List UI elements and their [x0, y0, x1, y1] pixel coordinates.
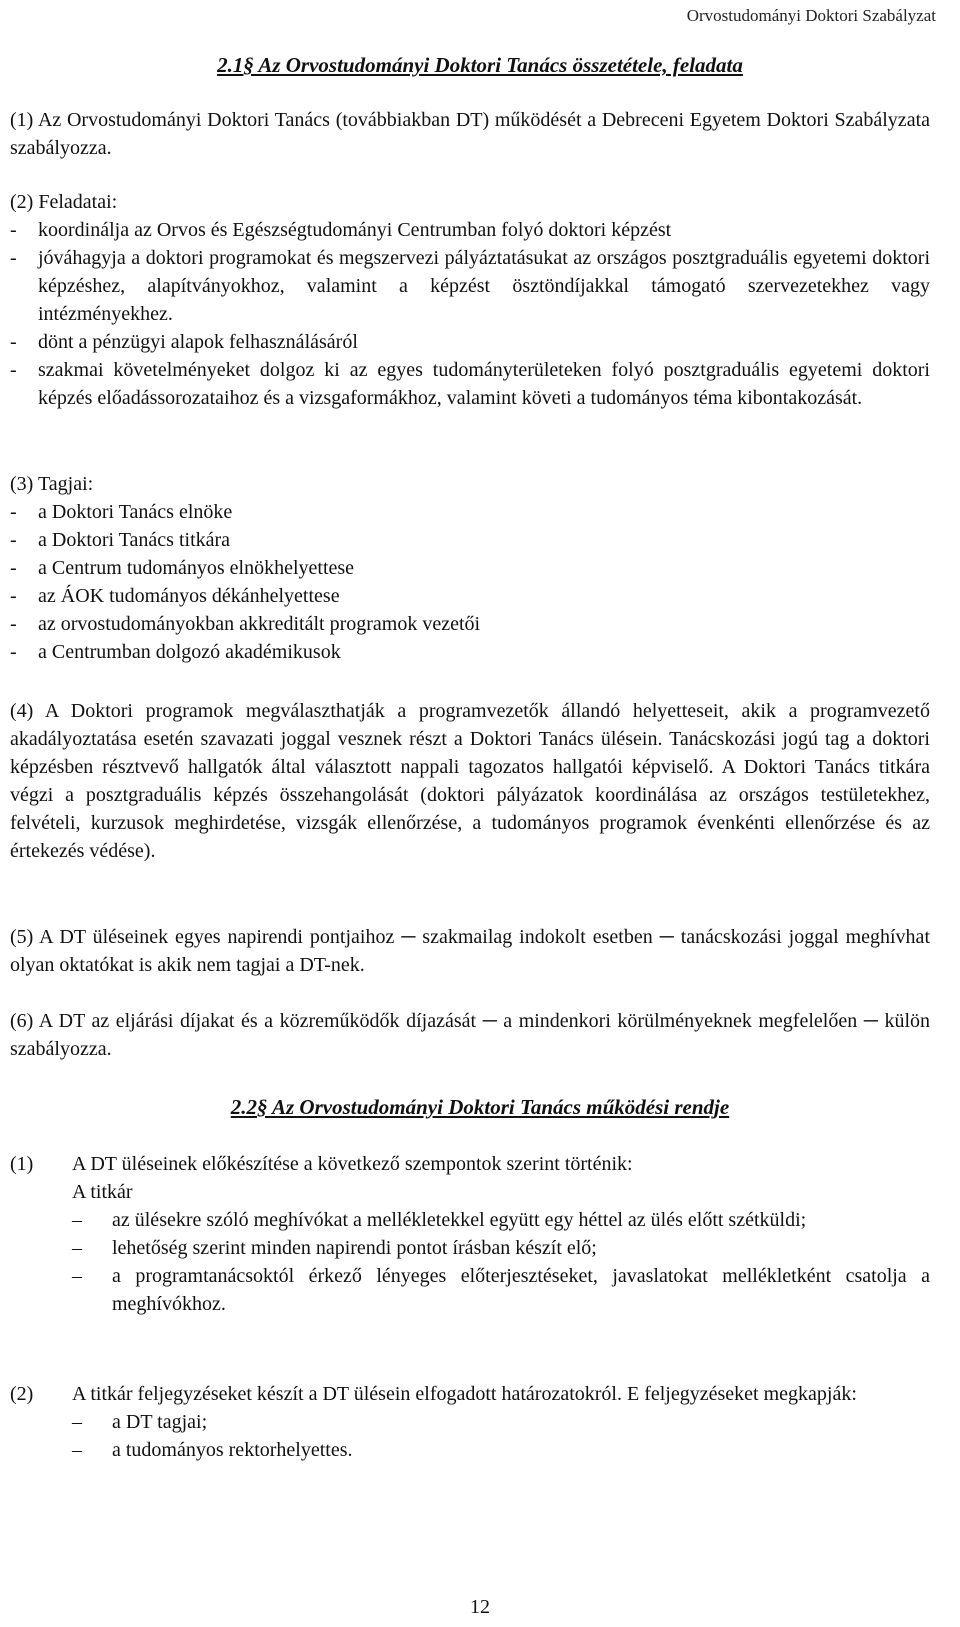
dash-bullet: -: [10, 641, 17, 663]
dash-bullet: -: [10, 613, 17, 635]
rule-1-line-2: A titkár: [72, 1181, 133, 1203]
dash-bullet: -: [10, 331, 17, 353]
list-item: – a tudományos rektorhelyettes.: [72, 1436, 930, 1464]
dash-bullet: -: [10, 247, 17, 269]
paragraph-5: (5) A DT üléseinek egyes napirendi pontjaihoz ─ szakmailag indokolt esetben ─ tanácskozási joggal meghívhat olyan oktatókat is akik nem tagjai a DT-nek.: [10, 926, 930, 976]
dash-bullet: -: [10, 529, 17, 551]
list-item: – az ülésekre szóló meghívókat a mellékletekkel együtt egy héttel az ülés előtt szétküldi;: [72, 1206, 930, 1234]
list-item: - az orvostudományokban akkreditált programok vezetői: [10, 610, 930, 638]
list-item: – a DT tagjai;: [72, 1408, 930, 1436]
list-item: - jóváhagyja a doktori programokat és megszervezi pályáztatásukat az országos posztgraduális egyetemi doktori képzéshez, alapítványokhoz, valamint a képzést ösztöndíjakkal támogató szervezetekhez vagy intézményekhez.: [10, 244, 930, 328]
page-header: Orvostudományi Doktori Szabályzat: [686, 6, 936, 25]
section-heading-2-1: 2.1§ Az Orvostudományi Doktori Tanács összetétele, feladata: [217, 53, 743, 77]
dash-bullet: –: [72, 1237, 82, 1259]
rule-number: (2): [10, 1383, 34, 1405]
list-item: – a programtanácsoktól érkező lényeges előterjesztéseket, javaslatokat mellékletként csatolja a meghívókhoz.: [72, 1262, 930, 1318]
paragraph-3-intro: (3) Tagjai:: [10, 473, 94, 495]
list-item: - koordinálja az Orvos és Egészségtudományi Centrumban folyó doktori képzést: [10, 216, 930, 244]
list-item: - szakmai követelményeket dolgoz ki az egyes tudományterületeken folyó posztgraduális egyetemi doktori képzés előadássorozataihoz és a vizsgaformákhoz, valamint követi a tudományos téma kibontakozását.: [10, 356, 930, 412]
section-heading-2-2: 2.2§ Az Orvostudományi Doktori Tanács működési rendje: [230, 1095, 730, 1119]
rule-1: [10, 1150, 930, 1318]
dash-bullet: -: [10, 219, 17, 241]
dash-bullet: –: [72, 1439, 82, 1461]
dash-bullet: -: [10, 359, 17, 381]
paragraph-2: [10, 188, 930, 412]
list-item: – lehetőség szerint minden napirendi pontot írásban készít elő;: [72, 1234, 930, 1262]
paragraph-2-intro: (2) Feladatai:: [10, 191, 118, 213]
paragraph-4: (4) A Doktori programok megválaszthatják a programvezetők állandó helyetteseit, akik a programvezető akadályoztatása esetén szavazati joggal vesznek részt a Doktori Tanács ülésein. Tanácskozási jogú tag a doktori képzésben résztvevő hallgatók által választott nappali tagozatos hallgatói képviselő. A Doktori Tanács titkára végzi a posztgraduális képzés összehangolását (doktori pályázatok koordinálása az országos testületekhez, felvételi, kurzusok meghirdetése, vizsgák ellenőrzése, a tudományos programok évenkénti ellenőrzése és az értekezés védése).: [10, 700, 930, 862]
rule-2: [10, 1380, 930, 1464]
list-item: - a Doktori Tanács titkára: [10, 526, 930, 554]
list-item: - a Doktori Tanács elnöke: [10, 498, 930, 526]
rule-number: (1): [10, 1153, 34, 1175]
list-item: - dönt a pénzügyi alapok felhasználásáról: [10, 328, 930, 356]
list-item: - a Centrum tudományos elnökhelyettese: [10, 554, 930, 582]
list-item: - a Centrumban dolgozó akadémikusok: [10, 638, 930, 666]
dash-bullet: -: [10, 585, 17, 607]
paragraph-1: (1) Az Orvostudományi Doktori Tanács (továbbiakban DT) működését a Debreceni Egyetem Doktori Szabályzata szabályozza.: [10, 109, 930, 159]
paragraph-3: [10, 470, 930, 666]
list-item: - az ÁOK tudományos dékánhelyettese: [10, 582, 930, 610]
paragraph-6: (6) A DT az eljárási díjakat és a közreműködők díjazását ─ a mindenkori körülményeknek megfelelően ─ külön szabályozza.: [10, 1010, 930, 1060]
dash-bullet: –: [72, 1209, 82, 1231]
rule-2-line-1: A titkár feljegyzéseket készít a DT ülésein elfogadott határozatokról. E feljegyzéseket megkapják:: [72, 1383, 857, 1405]
dash-bullet: -: [10, 557, 17, 579]
dash-bullet: –: [72, 1411, 82, 1433]
page-number: 12: [470, 1596, 490, 1618]
dash-bullet: -: [10, 501, 17, 523]
rule-1-line-1: A DT üléseinek előkészítése a következő szempontok szerint történik:: [72, 1153, 633, 1175]
dash-bullet: –: [72, 1265, 82, 1287]
